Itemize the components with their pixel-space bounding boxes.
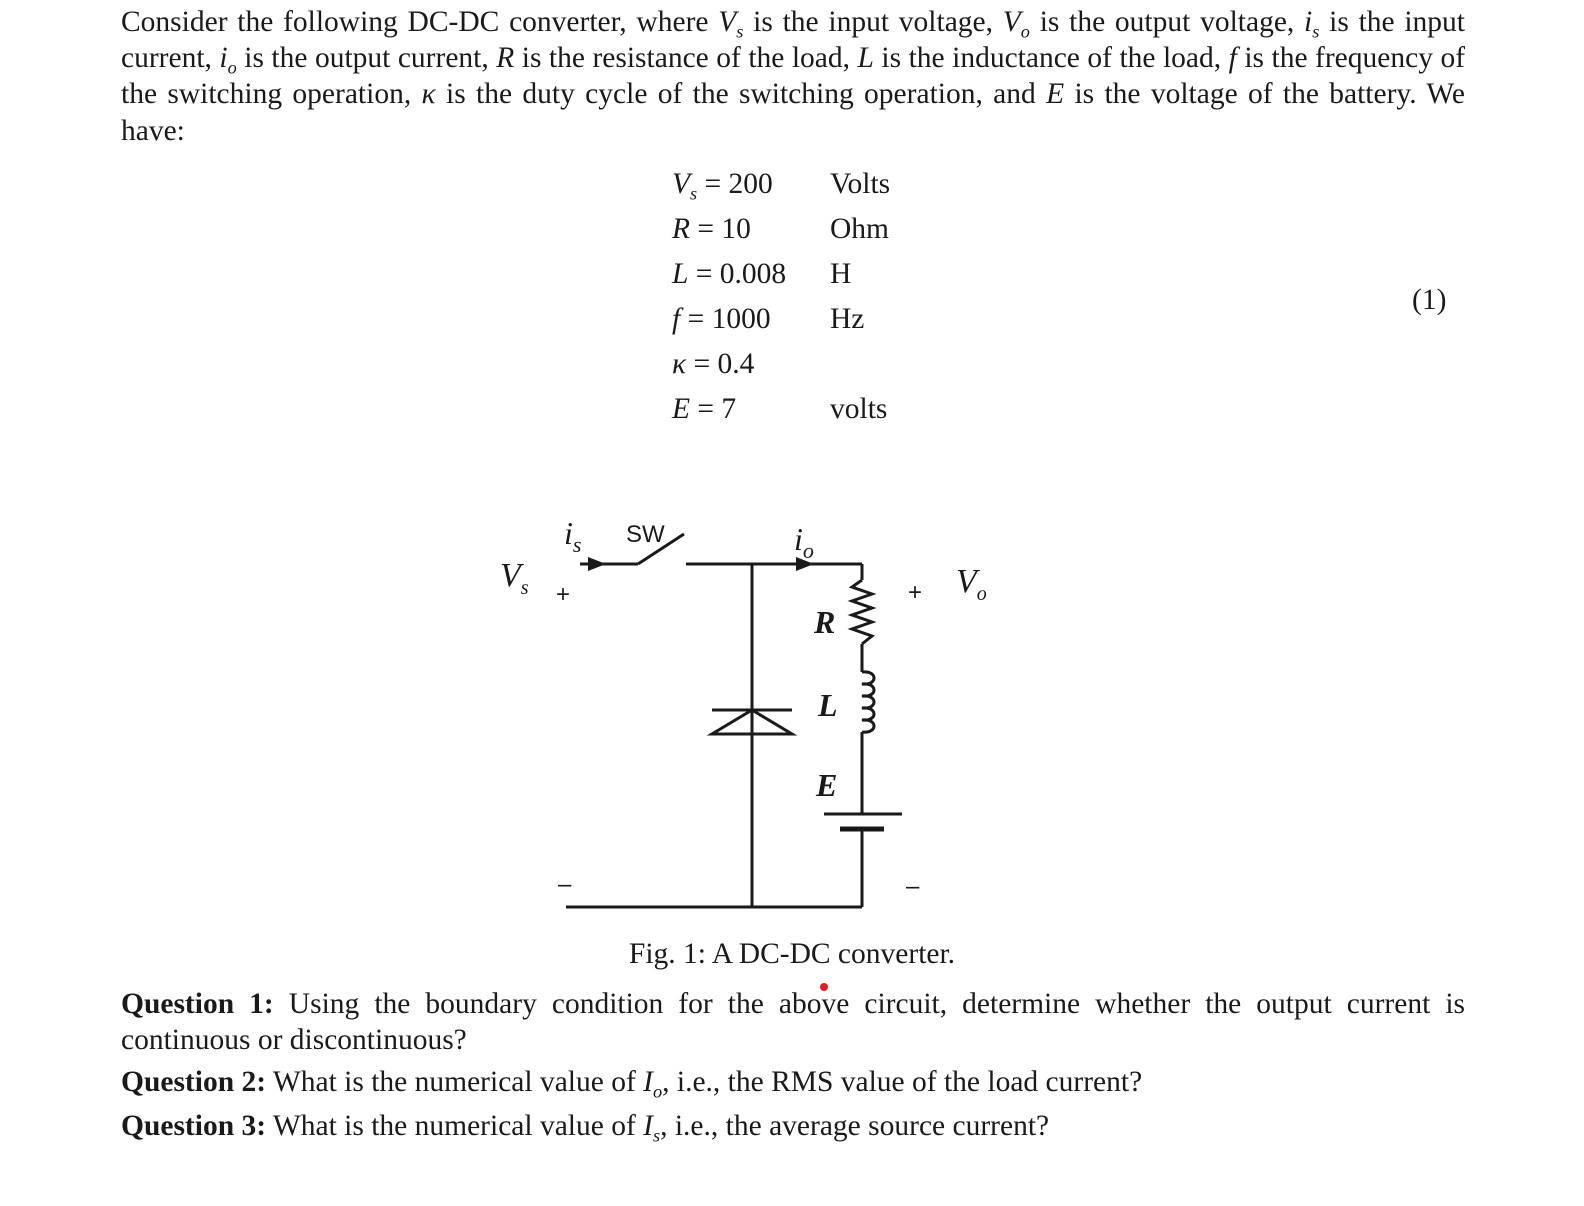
parameter-symbol: L [672,258,689,290]
parameter-lhs [672,168,773,204]
symbol-e: E [1046,78,1065,111]
question-1 [121,986,1465,1058]
question-3 [121,1108,1465,1144]
question-3-text: , i.e., the average source current? [660,1110,1050,1142]
l-label: L [818,687,838,723]
symbol-is-upper: I [643,1110,653,1142]
parameter-unit: Volts [830,168,891,200]
intro-text: is the duty cycle of the switching operation, and [435,78,1047,111]
plus-left-label: + [556,581,571,608]
figure-caption: Fig. 1: A DC-DC converter. [628,938,956,970]
question-2-label: Question 2: [121,1066,267,1098]
question-1-label: Question 1: [121,988,274,1020]
parameter-lhs [672,393,736,426]
symbol-l: L [857,42,874,75]
inductor-symbol [862,672,874,732]
parameter-value: = 10 [690,213,751,245]
io-label: $i_o$ [794,521,814,563]
question-2-text: What is the numerical value of [266,1066,644,1098]
parameter-lhs [672,258,786,291]
r-label: R [814,604,836,640]
minus-right-label: – [906,873,920,900]
parameter-subscript: s [690,183,698,204]
question-1-text: Using the boundary condition for the above circuit, determine whether the output current is continuous or discontinuous? [121,988,1465,1057]
intro-text: is the input voltage, [743,6,1003,38]
is-arrow-icon [588,557,606,571]
question-2 [121,1064,1465,1100]
intro-text: is the resistance of the load, [514,42,858,75]
is-label: $i_s$ [564,515,582,557]
parameter-symbol: κ [672,348,687,380]
symbol-is-upper-sub: s [652,1125,661,1146]
symbol-kappa: κ [421,78,436,111]
resistor-symbol [852,580,872,644]
vo-label: $V_o$ [956,563,987,605]
symbol-vo: V [1002,6,1021,38]
parameter-symbol: E [672,393,691,425]
symbol-is: i [1304,6,1313,38]
parameter-lhs [672,303,771,336]
symbol-io: i [219,42,228,75]
parameter-lhs [672,348,754,381]
parameter-unit: H [830,258,852,290]
parameter-value: = 0.4 [686,348,755,380]
equation-number: (1) [1412,284,1447,316]
question-3-text: What is the numerical value of [266,1110,644,1142]
symbol-io-upper-sub: o [652,1081,663,1102]
intro-text: is the output voltage, [1029,6,1305,38]
intro-text: is the voltage of the battery. We have: [121,78,1465,147]
intro-text: is the inductance of the load, [873,42,1229,75]
plus-right-label: + [908,579,923,606]
symbol-is-sub: s [1312,21,1320,42]
parameter-symbol: V [672,168,691,200]
parameter-value: = 200 [697,168,773,200]
parameter-symbol: R [672,213,691,245]
symbol-io-sub: o [227,57,237,78]
question-2-text: , i.e., the RMS value of the load current? [662,1066,1143,1098]
parameter-unit: Hz [830,303,865,335]
parameter-symbol: f [672,303,681,335]
parameter-value: = 1000 [680,303,771,335]
intro-text: is the input current, [121,6,1466,75]
circuit-diagram [480,500,1040,930]
intro-text: is the frequency of the switching operation, [121,42,1466,111]
symbol-vs-sub: s [736,21,744,42]
intro-text: is the output current, [236,42,497,75]
symbol-vs: V [718,6,737,38]
parameter-unit: Ohm [830,213,889,245]
parameter-lhs [672,213,751,246]
parameter-value: = 0.008 [688,258,787,290]
parameter-value: = 7 [690,393,737,425]
symbol-io-upper: I [643,1066,653,1098]
symbol-vo-sub: o [1020,21,1030,42]
vs-label: $V_s$ [500,557,529,599]
intro-text: Consider the following DC-DC converter, where [121,6,719,38]
question-3-label: Question 3: [121,1110,267,1142]
sw-label: SW [626,521,665,548]
symbol-f: f [1228,42,1237,75]
parameter-unit: volts [830,393,888,425]
symbol-r: R [496,42,515,75]
intro-paragraph [121,4,1465,149]
e-label: E [816,767,838,803]
minus-left-label: – [558,871,572,898]
